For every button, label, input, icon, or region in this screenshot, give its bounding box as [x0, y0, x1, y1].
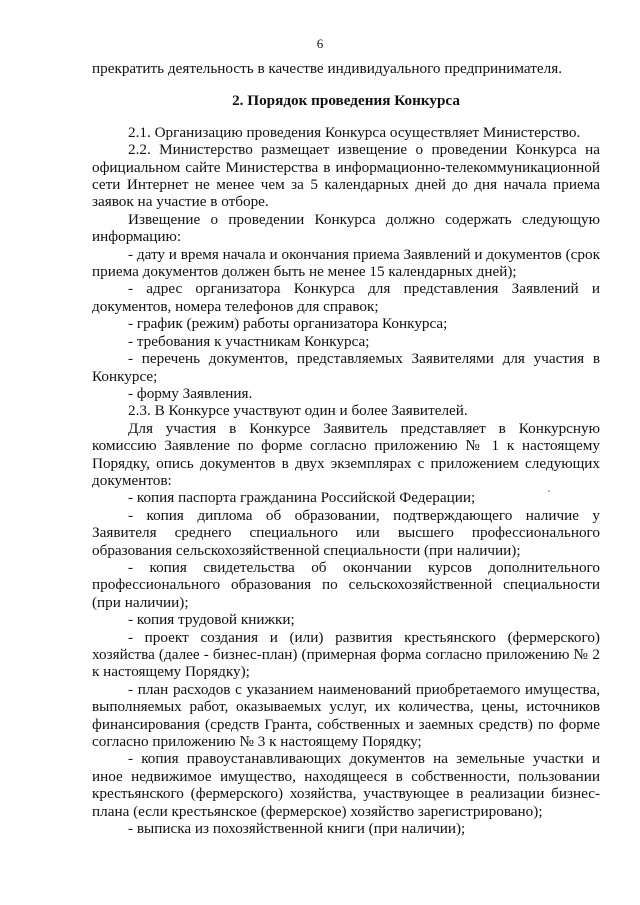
list-item: - перечень документов, представляемых Заявителями для участия в Конкурсе; — [92, 350, 600, 385]
list-item: - копия паспорта гражданина Российской Федерации; — [128, 489, 476, 507]
list-item: - график (режим) работы организатора Конкурса; — [128, 315, 448, 333]
list-item: - выписка из похозяйственной книги (при наличии); — [128, 820, 466, 838]
list-item: - проект создания и (или) развития крестьянского (фермерского) хозяйства (далее - бизнес-план) (примерная форма согласно приложению № 2 к настоящему Порядку); — [92, 628, 600, 681]
list-item: - копия диплома об образовании, подтверждающего наличие у Заявителя среднего специального или высшего профессионального образования сельскохозяйственной специальности (при наличии); — [92, 506, 600, 559]
document-body — [92, 60, 600, 837]
notice-intro: Извещение о проведении Конкурса должно содержать следующую информацию: — [92, 210, 600, 246]
list-item: - дату и время начала и окончания приема Заявлений и документов (срок приема документов должен быть не менее 15 календарных дней); — [92, 245, 600, 281]
list-item: - требования к участникам Конкурса; — [128, 332, 370, 350]
clause-2-3: 2.3. В Конкурсе участвуют один и более Заявителей. — [128, 402, 468, 420]
clause-2-2: 2.2. Министерство размещает извещение о проведении Конкурса на официальном сайте Министерства в информационно-телекоммуникационной сети Интернет не менее чем за 5 календарных дней до дня начала приема заявок на участие в отборе. — [92, 141, 600, 211]
page-number: 6 — [316, 36, 324, 51]
list-item: - план расходов с указанием наименований приобретаемого имущества, выполняемых работ, оказываемых услуг, их количества, цены, источников финансирования (средств Гранта, собственных и заемных средств) по форме согласно приложению № 3 к настоящему Порядку; — [92, 680, 600, 751]
list-item: - форму Заявления. — [128, 384, 253, 402]
clause-2-1: 2.1. Организацию проведения Конкурса осуществляет Министерство. — [128, 123, 581, 141]
paragraph-continuation: прекратить деятельность в качестве индивидуального предпринимателя. — [92, 60, 563, 77]
list-item: - копия правоустанавливающих документов на земельные участки и иное недвижимое имущество, находящееся в собственности, пользовании крестьянского (фермерского) хозяйства, участвующее в реализации бизнес-плана (если крестьянское (фермерское) хозяйство зарегистрировано); — [92, 750, 600, 820]
scan-speck — [548, 490, 550, 492]
section-heading: 2. Порядок проведения Конкурса — [232, 92, 460, 110]
list-item: - копия свидетельства об окончании курсов дополнительного профессионального образования по сельскохозяйственной специальности (при наличии); — [92, 558, 600, 611]
participation-intro: Для участия в Конкурсе Заявитель представляет в Конкурсную комиссию Заявление по форме согласно приложению № 1 к настоящему Порядку, опись документов в двух экземплярах с приложением следующих документов: — [92, 419, 600, 489]
list-item: - адрес организатора Конкурса для представления Заявлений и документов, номера телефонов для справок; — [92, 280, 600, 315]
list-item: - копия трудовой книжки; — [128, 611, 295, 629]
